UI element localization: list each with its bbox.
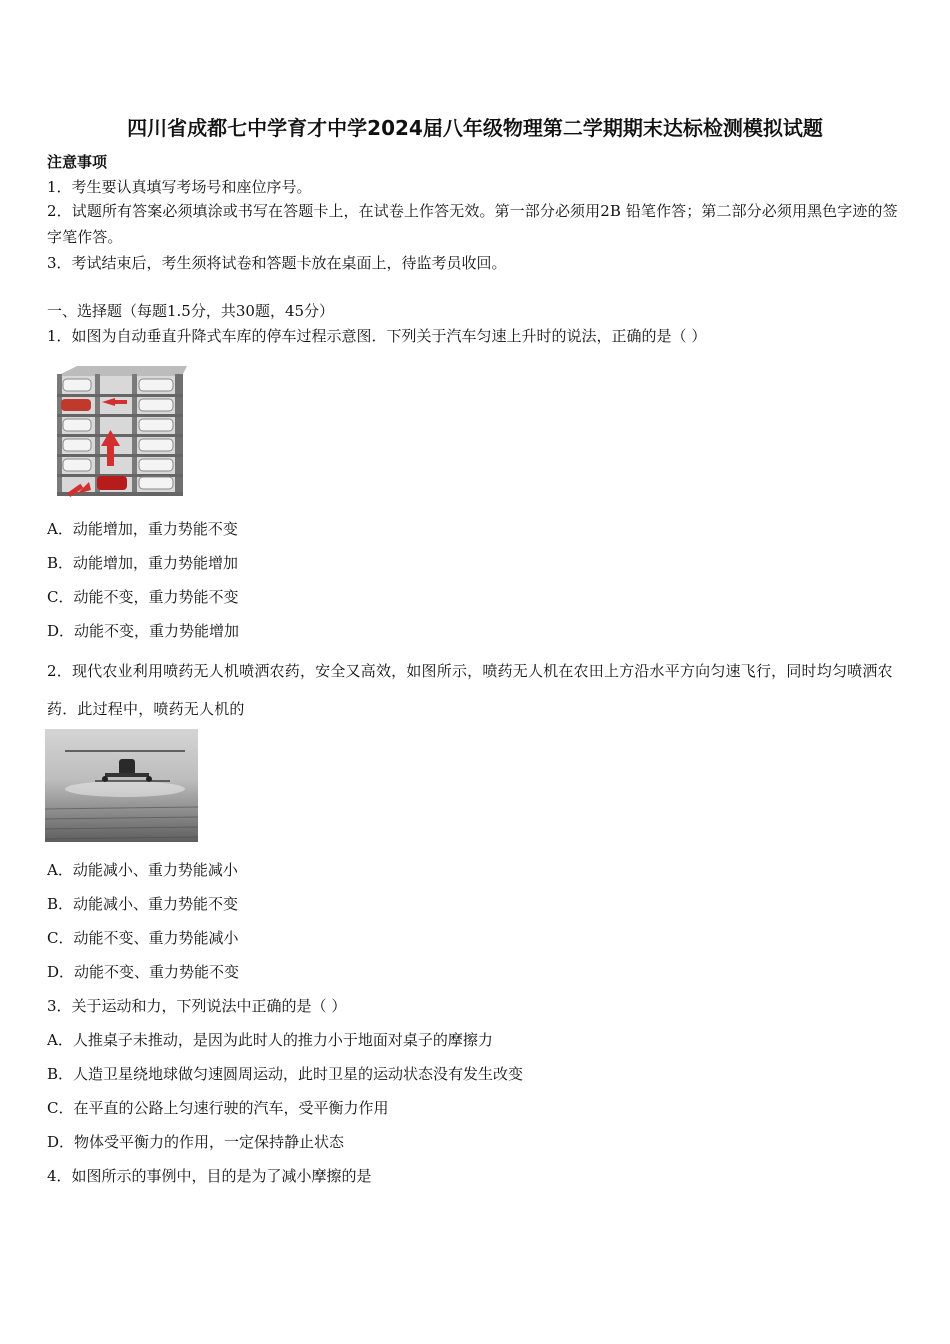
option: D．物体受平衡力的作用，一定保持静止状态: [47, 1133, 345, 1151]
page-title: 四川省成都七中学育才中学2024届八年级物理第二学期期末达标检测模拟试题: [127, 116, 823, 140]
option: B．动能增加，重力势能增加: [47, 554, 239, 572]
notice-item: 2．试题所有答案必须填涂或书写在答题卡上，在试卷上作答无效。第一部分必须用2B 铅笔作答；第二部分必须用黑色字迹的签字笔作答。: [47, 202, 898, 246]
question-stem: 2．现代农业利用喷药无人机喷洒农药，安全又高效，如图所示，喷药无人机在农田上方沿水平方向匀速飞行，同时均匀喷洒农药．此过程中，喷药无人机的: [47, 662, 893, 718]
question-stem: 3．关于运动和力，下列说法中正确的是（ ）: [47, 997, 347, 1015]
option: A．动能减小、重力势能减小: [47, 861, 238, 879]
parking-garage-figure: [47, 364, 187, 499]
option: D．动能不变、重力势能不变: [47, 963, 240, 981]
option: A．人推桌子未推动，是因为此时人的推力小于地面对桌子的摩擦力: [47, 1031, 493, 1049]
notice-item: 3．考试结束后，考生须将试卷和答题卡放在桌面上，待监考员收回。: [47, 254, 507, 272]
question-stem: 1．如图为自动垂直升降式车库的停车过程示意图．下列关于汽车匀速上升时的说法，正确的是（ ）: [47, 327, 707, 345]
notice-item: 1．考生要认真填写考场号和座位序号。: [47, 178, 312, 196]
option: C．动能不变、重力势能减小: [47, 929, 239, 947]
notice-heading: 注意事项: [47, 153, 108, 171]
option: C．在平直的公路上匀速行驶的汽车，受平衡力作用: [47, 1099, 389, 1117]
option: A．动能增加，重力势能不变: [47, 520, 238, 538]
option: B．人造卫星绕地球做匀速圆周运动，此时卫星的运动状态没有发生改变: [47, 1065, 524, 1083]
section-heading: 一、选择题（每题1.5分，共30题，45分）: [47, 302, 335, 320]
question-stem: 4．如图所示的事例中，目的是为了减小摩擦的是: [47, 1167, 372, 1185]
option: C．动能不变，重力势能不变: [47, 588, 239, 606]
option: D．动能不变，重力势能增加: [47, 622, 240, 640]
option: B．动能减小、重力势能不变: [47, 895, 239, 913]
drone-photo: [45, 729, 198, 842]
